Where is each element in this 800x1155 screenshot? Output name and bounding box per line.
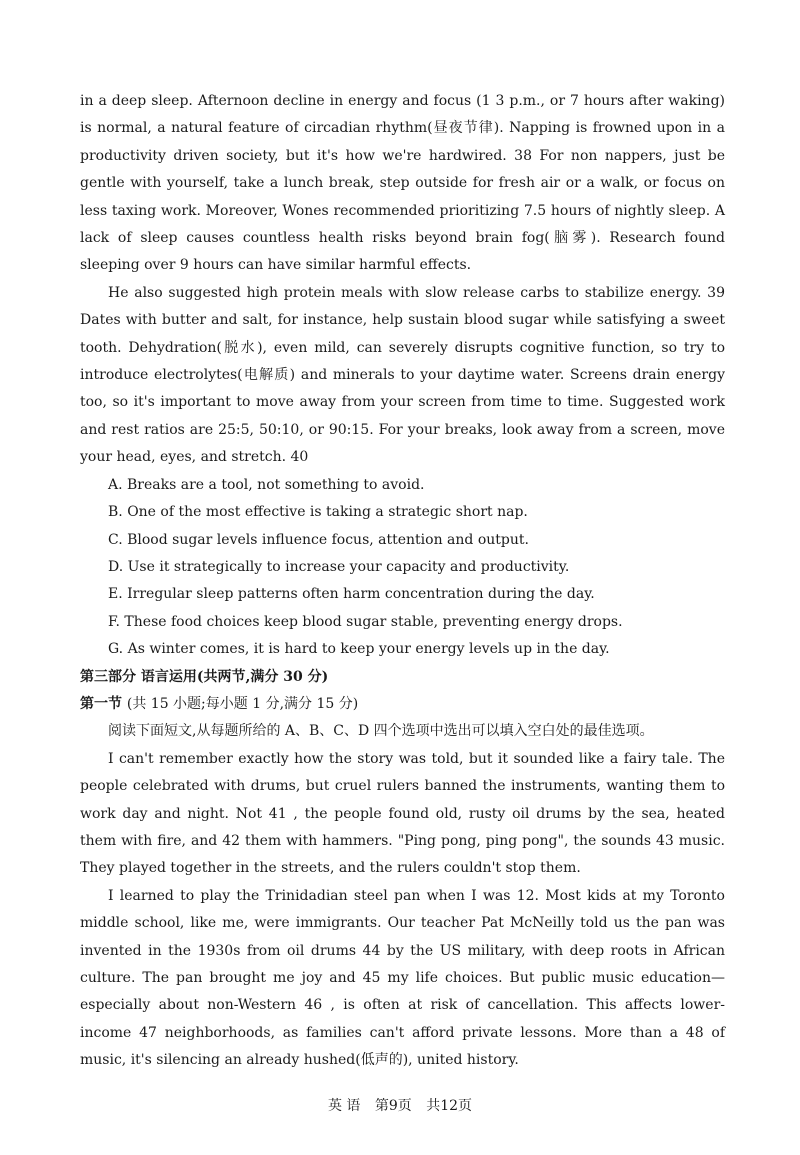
page-footer [0,1095,800,1115]
footer-page-number: 第9页 [374,1098,412,1114]
section1-title: 第一节 [80,695,122,712]
exam-page [80,88,725,1075]
option-a: A. Breaks are a tool, not something to avoid. [108,476,425,493]
section1-note: (共 15 小题;每小题 1 分,满分 15 分) [126,695,359,712]
paragraph-diet-hydration: He also suggested high protein meals with slow release carbs to stabilize energy. 39 Dates with butter and salt, for instance, help sustain blood sugar while satisfying a sweet tooth. Dehydration(脱水), even mild, can severely disrupts cognitive function, so try to introduce electrolytes(电解质) and minerals to your daytime water. Screens drain energy too, so it's important to move away from your screen from time to time. Suggested work and rest ratios are 25:5, 50:10, or 90:15. For your breaks, look away from a screen, move your head, eyes, and stretch. 40 [80,284,725,466]
paragraph-story: I can't remember exactly how the story was told, but it sounded like a fairy tale. The people celebrated with drums, but cruel rulers banned the instruments, wanting them to work day and night. Not 41 , the people found old, rusty oil drums by the sea, heated them with fire, and 42 them with hammers. "Ping pong, ping pong", the sounds 43 music. They played together in the streets, and the rulers couldn't stop them. [80,750,725,877]
option-g: G. As winter comes, it is hard to keep your energy levels up in the day. [108,641,610,658]
paragraph-continuation: in a deep sleep. Afternoon decline in energy and focus (1 3 p.m., or 7 hours after waking) is normal, a natural feature of circadian rhythm(昼夜节律). Napping is frowned upon in a productivity driven society, but it's how we're hardwired. 38 For non nappers, just be gentle with yourself, take a lunch break, step outside for fresh air or a walk, or focus on less taxing work. Moreover, Wones recommended prioritizing 7.5 hours of nightly sleep. A lack of sleep causes countless health risks beyond brain fog(脑雾). Research found sleeping over 9 hours can have similar harmful effects. [80,93,725,274]
instruction: 阅读下面短文,从每题所给的 A、B、C、D 四个选项中选出可以填入空白处的最佳选项。 [108,723,654,740]
option-f: F. These food choices keep blood sugar stable, preventing energy drops. [108,613,623,630]
option-c: C. Blood sugar levels influence focus, attention and output. [108,531,529,548]
section1-heading [80,691,725,718]
footer-subject: 英 语 [327,1098,361,1114]
options-list [80,472,725,664]
footer-total-pages: 共12页 [426,1098,473,1114]
paragraph-steel-pan: I learned to play the Trinidadian steel pan when I was 12. Most kids at my Toronto middle school, like me, were immigrants. Our teacher Pat McNeilly told us the pan was invented in the 1930s from oil drums 44 by the US military, with deep roots in African culture. The pan brought me joy and 45 my life choices. But public music education—especially about non-Western 46 , is often at risk of cancellation. This affects lower-income 47 neighborhoods, as families can't afford private lessons. More than a 48 of music, it's silencing an already hushed(低声的), united history. [80,887,725,1069]
option-d: D. Use it strategically to increase your capacity and productivity. [108,558,570,575]
option-b: B. One of the most effective is taking a strategic short nap. [108,504,528,521]
option-e: E. Irregular sleep patterns often harm concentration during the day. [108,586,595,603]
part3-title: 第三部分 语言运用(共两节,满分 30 分) [80,668,329,685]
